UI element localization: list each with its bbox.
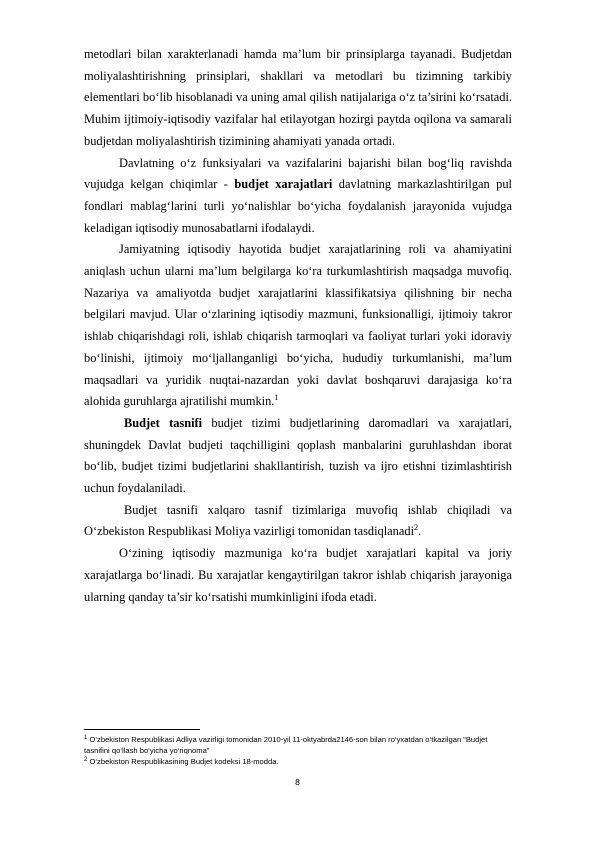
paragraph-5: [84, 500, 512, 543]
term-budjet-tasnifi: Budjet tasnifi: [124, 415, 203, 430]
footnotes: [84, 734, 512, 768]
paragraph-3-text: Jamiyatning iqtisodiy hayotida budjet xarajatlarining roli va ahamiyatini aniqlash uchun ularni ma’lum belgilarga ko‘ra turkumlashtirish maqsadga muvofiq. Nazariya va amaliyotda budjet xarajatlarini klassifikatsiya qilishning bir necha belgilari mavjud. Ular o‘zlarining iqtisodiy mazmuni, funksionalligi, ijtimoiy takror ishlab chiqarishdagi roli, ishlab chiqarish tarmoqlari va faoliyat turlari yoki idoraviy bo‘linishi, ijtimoiy mo‘ljallanganligi bo‘yicha, hududiy turkumlanishi, ma’lum maqsadlari va yuridik nuqtai-nazardan yoki davlat boshqaruvi darajasiga ko‘ra alohida guruhlarga ajratilishi mumkin.: [84, 242, 512, 409]
paragraph-2: [84, 153, 512, 240]
footnote-1-text: O‘zbekiston Respublikasi Adliya vazirligi tomonidan 2010-yil 11-oktyabrda2146-son bilan ro‘yxatdan o‘tkazilgan “Budjet tasnifini qo‘llash bo‘yicha yo‘riqnoma”: [84, 735, 488, 756]
footnote-ref-1: 1: [274, 393, 279, 403]
paragraph-4: [84, 413, 512, 500]
paragraph-5-text: Budjet tasnifi xalqaro tasnif tizimlariga muvofiq ishlab chiqiladi va O‘zbekiston Respublikasi Moliya vazirligi tomonidan tasdiqlanadi: [84, 502, 512, 539]
footnote-2: [84, 756, 512, 767]
body-text: [84, 44, 512, 608]
footnote-divider: [84, 729, 200, 730]
page-number: 8: [295, 777, 300, 787]
term-budjet-xarajatlari: budjet xarajatlari: [234, 177, 333, 192]
paragraph-3: [84, 239, 512, 413]
footnote-2-marker: 2: [84, 757, 88, 764]
paragraph-2-start: Davlatning o‘z funksiyalari va vazifalarini bajarishi bilan bog‘liq ravishda vujudga kelgan chiqimlar -: [84, 155, 512, 192]
footnote-ref-2: 2: [414, 523, 419, 533]
footnote-1: [84, 734, 512, 756]
paragraph-5-end: .: [418, 524, 422, 539]
paragraph-4-text: budjet tizimi budjetlarining daromadlari va xarajatlari, shuningdek Davlat budjeti taqchilligini qoplash manbalarini guruhlashdan iborat bo‘lib, budjet tizimi budjetlarini shakllantirish, tuzish va ijro etishni tizimlashtirish uchun foydalaniladi.: [84, 415, 512, 496]
paragraph-6: O‘zining iqtisodiy mazmuniga ko‘ra budjet xarajatlari kapital va joriy xarajatlarga bo‘linadi. Bu xarajatlar kengaytirilgan takror ishlab chiqarish jarayoniga ularning qanday ta’sir ko‘rsatishi mumkinligini ifoda etadi.: [84, 546, 512, 604]
footnote-2-text: O‘zbekiston Respublikasining Budjet kodeksi 18-modda.: [87, 757, 279, 767]
paragraph-2-end: davlatning markazlashtirilgan pul fondlari mablag‘larini turli yo‘nalishlar bo‘yicha foydalanish jarayonida vujudga keladigan iqtisodiy munosabatlarni ifodalaydi.: [84, 177, 512, 235]
footnote-1-marker: 1: [84, 735, 88, 741]
paragraph-1: metodlari bilan xarakterlanadi hamda ma’lum bir prinsiplarga tayanadi. Budjetdan moliyalashtirishning prinsiplari, shakllari va metodlari bu tizimning tarkibiy elementlari bo‘lib hisoblanadi va uning amal qilish natijalariga o‘z ta’sirini ko‘rsatadi. Muhim ijtimoiy-iqtisodiy vazifalar hal etilayotgan hozirgi paytda oqilona va samarali budjetdan moliyalashtirish tizimining ahamiyati yanada ortadi.: [84, 47, 512, 148]
